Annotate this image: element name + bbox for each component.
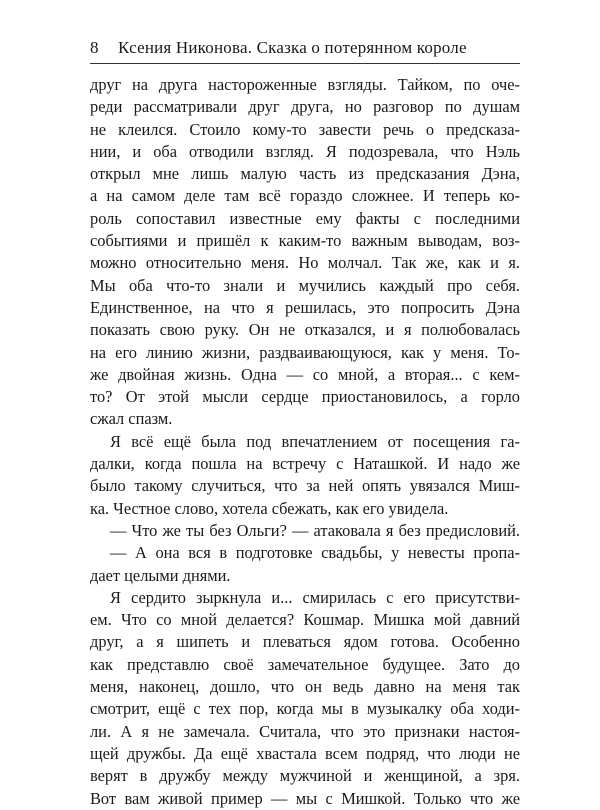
body-text — [90, 74, 520, 810]
text-line: роль сопоставил известные ему факты с последними — [90, 208, 520, 228]
text-line: ка. Честное слово, хотела сбежать, как его увидела. — [90, 498, 449, 518]
text-line: Я всё ещё была под впечатлением от посещения га- — [110, 431, 520, 451]
text-line: же двойная жизнь. Одна — со мной, а вторая... с кем- — [90, 364, 520, 384]
text-line: ем. Что со мной делается? Кошмар. Мишка мой давний — [90, 610, 520, 630]
text-line: нии, и оба отводили взгляд. Я подозревала, что Нэль — [90, 141, 520, 161]
text-line: на его линию жизни, раздваивающуюся, как у меня. То- — [90, 342, 520, 362]
text-line: было такому случиться, что за ней опять увязался Миш- — [90, 476, 520, 496]
running-title: Ксения Никонова. Сказка о потерянном короле — [118, 38, 467, 57]
text-line: Мы оба что-то знали и мучились каждый про себя. — [90, 275, 520, 295]
text-line: Я сердито зыркнула и... смирилась с его присутстви- — [110, 587, 520, 607]
page-number: 8 — [90, 38, 99, 57]
text-line: реди рассматривали друг друга, но разговор по душам — [90, 97, 520, 117]
text-line: сжал спазм. — [90, 409, 173, 429]
text-line: как представлю своё замечательное будущее. Зато до — [90, 654, 520, 674]
text-line: друг, а я шипеть и плеваться ядом готова. Особенно — [90, 632, 520, 652]
text-line: событиями и пришёл к каким-то важным выводам, воз- — [90, 231, 520, 251]
text-line: меня, наконец, дошло, что он ведь давно на меня так — [90, 677, 520, 697]
text-line: далки, когда пошла на встречу с Наташкой. И надо же — [90, 454, 520, 474]
text-line: ли. А я не замечала. Считала, что это признаки настоя- — [90, 721, 520, 741]
header-rule — [90, 63, 520, 64]
text-line: а на самом деле там всё гораздо сложнее. И теперь ко- — [90, 186, 520, 206]
text-line: — А она вся в подготовке свадьбы, у невесты пропа- — [110, 543, 520, 563]
text-line: верят в дружбу между мужчиной и женщиной, а зря. — [90, 766, 520, 786]
text-line: смотрит, ещё с тех пор, когда мы в музыкалку оба ходи- — [90, 699, 520, 719]
text-line: можно относительно меня. Но молчал. Так же, как и я. — [90, 253, 520, 273]
running-header — [90, 38, 520, 58]
text-line: то? От этой мысли сердце приостановилось, а горло — [90, 387, 520, 407]
text-line: Единственное, на что я решилась, это попросить Дэна — [90, 297, 520, 317]
text-line: Вот вам живой пример — мы с Мишкой. Только что же — [90, 788, 520, 808]
text-line: не клеился. Стоило кому-то завести речь о предсказа- — [90, 119, 520, 139]
text-line: щей дружбы. Да ещё хвастала всем подряд, что люди не — [90, 743, 520, 763]
text-line: — Что же ты без Ольги? — атаковала я без предисловий. — [110, 520, 520, 540]
text-line: показать свою руку. Он не отказался, и я полюбовалась — [90, 320, 520, 340]
text-line: открыл мне лишь малую часть из предсказания Дэна, — [90, 164, 520, 184]
text-line: друг на друга настороженные взгляды. Тайком, по оче- — [90, 75, 520, 94]
text-line: дает целыми днями. — [90, 565, 231, 585]
